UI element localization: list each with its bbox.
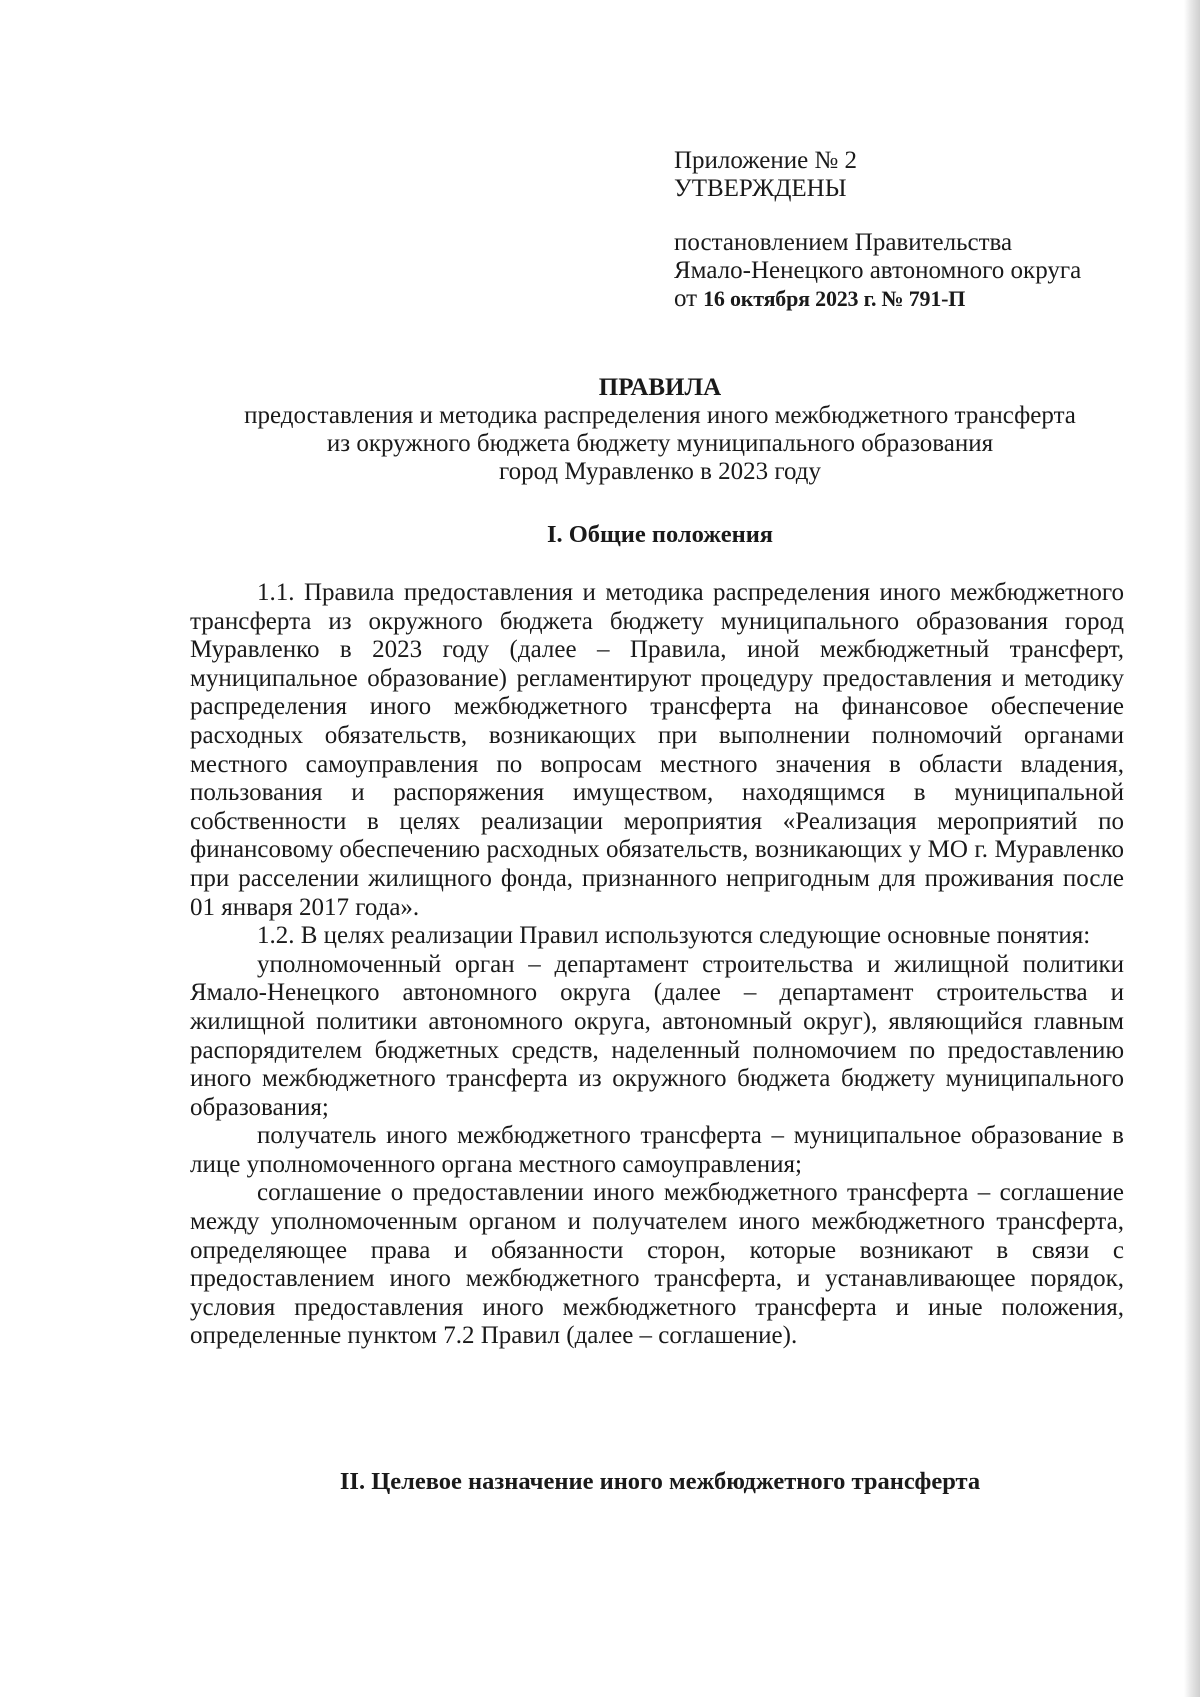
document-title-block bbox=[190, 374, 1130, 486]
definition-agreement: соглашение о предоставлении иного межбюджетного трансферта – соглашение между уполномоченным органом и получателем иного межбюджетного трансферта, определяющее права и обязанности сторон, которые возникают в связи с предоставлением иного межбюджетного трансферта, и устанавливающее порядок, условия предоставления иного межбюджетного трансферта и иные положения, определенные пунктом 7.2 Правил (далее – соглашение). bbox=[190, 1179, 1124, 1350]
document-subtitle-line: город Муравленко в 2023 году bbox=[498, 458, 822, 485]
document-title: ПРАВИЛА bbox=[598, 374, 722, 401]
section-heading-general: I. Общие положения bbox=[546, 521, 774, 548]
paragraph-1-1: 1.1. Правила предоставления и методика распределения иного межбюджетного трансферта из окружного бюджета бюджету муниципального образования город Муравленко в 2023 году (далее – Правила, иной межбюджетный трансферт, муниципальное образование) регламентируют процедуру предоставления и методику распределения иного межбюджетного трансферта на финансовое обеспечение расходных обязательств, возникающих при выполнении полномочий органами местного самоуправления по вопросам местного значения в области владения, пользования и распоряжения имуществом, находящимся в муниципальной собственности в целях реализации мероприятия «Реализация мероприятий по финансовому обеспечению расходных обязательств, возникающих у МО г. Муравленко при расселении жилищного фонда, признанного непригодным для проживания после 01 января 2017 года». bbox=[190, 579, 1124, 921]
definition-authorized-body: уполномоченный орган – департамент строительства и жилищной политики Ямало-Ненецкого автономного округа (далее – департамент строительства и жилищной политики автономного округа, автономный округ), являющийся главным распорядителем бюджетных средств, наделенный полномочием по предоставлению иного межбюджетного трансферта из окружного бюджета бюджету муниципального образования; bbox=[190, 950, 1124, 1121]
date-prefix: от bbox=[674, 285, 698, 312]
resolution-authority: постановлением Правительства bbox=[674, 229, 1013, 256]
document-subtitle-line: предоставления и методика распределения иного межбюджетного трансферта bbox=[244, 402, 1076, 429]
definition-recipient: получатель иного межбюджетного трансферта – муниципальное образование в лице уполномоченного органа местного самоуправления; bbox=[190, 1122, 1124, 1178]
section-heading-purpose: II. Целевое назначение иного межбюджетного трансферта bbox=[339, 1468, 981, 1495]
resolution-date-line bbox=[674, 285, 1154, 313]
page-edge-shadow bbox=[1184, 0, 1200, 1697]
appendix-number: Приложение № 2 bbox=[674, 147, 858, 174]
approved-label: УТВЕРЖДЕНЫ bbox=[674, 175, 847, 202]
paragraph-1-2: 1.2. В целях реализации Правил используются следующие основные понятия: bbox=[257, 922, 1091, 950]
document-subtitle-line: из окружного бюджета бюджету муниципального образования bbox=[326, 430, 994, 457]
region-name: Ямало-Ненецкого автономного округа bbox=[674, 257, 1082, 284]
resolution-date: 16 октября 2023 г. № 791-П bbox=[703, 286, 966, 311]
approval-block bbox=[674, 147, 1154, 313]
document-body bbox=[190, 579, 1124, 1351]
